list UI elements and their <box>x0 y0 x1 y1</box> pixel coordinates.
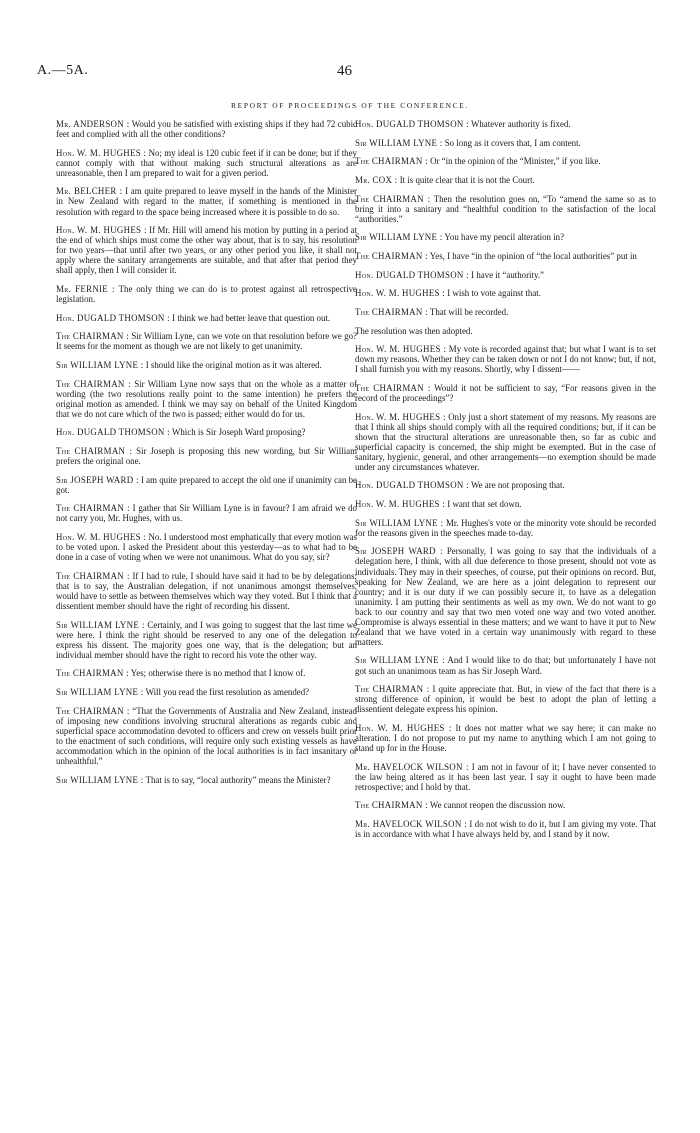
speech-paragraph <box>56 620 357 660</box>
speech-paragraph <box>56 775 357 785</box>
speech-paragraph <box>355 175 656 185</box>
page-number: 46 <box>337 63 352 79</box>
speaker-name: Hon. W. M. HUGHES : <box>355 499 446 510</box>
speaker-name: Sir WILLIAM LYNE : <box>56 619 145 630</box>
speech-text: Whatever authority is fixed. <box>470 119 571 129</box>
speech-paragraph <box>355 251 656 261</box>
speech-text: I have it “authority.” <box>471 269 544 280</box>
speaker-name: The CHAIRMAN : <box>56 378 131 389</box>
speech-paragraph <box>56 379 357 419</box>
speaker-name: Mr. HAVELOCK WILSON : <box>355 761 469 772</box>
speaker-name: Hon. W. M. HUGHES : <box>355 344 447 355</box>
left-column <box>56 119 357 793</box>
speaker-name: Hon. W. M. HUGHES : <box>355 288 446 299</box>
speech-paragraph <box>355 819 656 839</box>
speaker-name: Hon. W. M. HUGHES : <box>355 722 452 733</box>
speech-paragraph <box>355 684 656 714</box>
speech-paragraph <box>355 138 656 148</box>
speech-paragraph <box>56 313 357 323</box>
speech-paragraph <box>56 148 357 178</box>
speech-paragraph <box>56 119 357 139</box>
speech-text: The resolution was then adopted. <box>355 325 473 336</box>
speech-paragraph <box>355 270 656 280</box>
speaker-name: Sir WILLIAM LYNE : <box>355 655 445 666</box>
speaker-name: The CHAIRMAN : <box>56 668 129 679</box>
speech-text: Sir Joseph is proposing this new wording, but Sir William prefers the original one. <box>56 446 358 467</box>
speaker-name: Hon. W. M. HUGHES : <box>355 411 446 422</box>
speaker-name: The CHAIRMAN : <box>355 306 428 317</box>
speaker-name: Sir WILLIAM LYNE : <box>355 137 443 148</box>
speaker-name: Sir WILLIAM LYNE : <box>56 687 144 698</box>
speech-paragraph <box>56 427 357 437</box>
speech-text: And I would like to do that; but unfortunately I have not got such an unanimous team as has Sir Joseph Ward. <box>355 655 656 676</box>
speech-paragraph <box>56 668 357 678</box>
document-reference: A.—5A. <box>37 63 89 78</box>
speaker-name: The CHAIRMAN : <box>56 331 130 342</box>
speech-paragraph <box>355 518 656 538</box>
speech-paragraph <box>355 156 656 166</box>
speech-paragraph <box>355 762 656 792</box>
speech-paragraph <box>56 706 357 766</box>
speaker-name: Sir WILLIAM LYNE : <box>56 774 144 785</box>
speech-text: I gather that Sir William Lyne is in favour? I am afraid we do not carry you, Mr. Hughes, with us. <box>56 503 357 524</box>
speaker-name: Hon. DUGALD THOMSON : <box>355 269 469 280</box>
speaker-name: Sir WILLIAM LYNE : <box>355 232 443 243</box>
speech-text: Certainly, and I was going to suggest that the last time we were here. I think the right should be reserved to any one of the delegation to express his dissent. The majority goes one way, that is the delegation; but an individual member should have the right to record his vote the other way. <box>56 619 357 660</box>
speech-text: “That the Governments of Australia and New Zealand, instead of imposing new conditions involving structural alterations as regards cubic and superficial space accommodation devoted to officers and crew on vessels built prior to the enactment of such conditions, will require only such existing vessels as have accommodation which in the opinion of the local authorities is in fact insanitary or unhealthful.” <box>56 705 357 766</box>
speech-paragraph <box>355 412 656 472</box>
speech-text: Personally, I was going to say that the individuals of a delegation here, I think, with all due deference to those present, should not vote as individuals. They may in their speeches, of course, put their opinions on record. But, speaking for New Zealand, we are here as a joint delegation to represent our country; and it is our duty if we can possibly secure it, to have as a delegation unanimity. I am putting their sentiments as well as my own. We do not want to go back to our country and say that two men voted one way and two voted another. Compromise is always essential in these matters; and we want to have it put to New Zealand that we have voted in a certain way unanimously with regard to these matters. <box>355 546 657 647</box>
speaker-name: The CHAIRMAN : <box>56 570 130 581</box>
speech-text: I quite appreciate that. But, in view of the fact that there is a strong difference of opinion, it would be best to adopt the plan of letting a dissentient delegate express his opinion. <box>355 684 656 715</box>
speaker-name: Hon. DUGALD THOMSON : <box>355 119 469 129</box>
speech-text: Sir William Lyne, can we vote on that resolution before we go? It seems for the moment as though we are not likely to get unanimity. <box>56 331 357 352</box>
speech-paragraph <box>355 383 656 403</box>
speech-paragraph <box>56 284 357 304</box>
speech-text: It does not matter what we say here; it can make no alteration. I do not propose to put my name to anything which I am not going to stand up for in the House. <box>355 722 657 753</box>
speech-paragraph <box>355 655 656 675</box>
speaker-name: Hon. DUGALD THOMSON : <box>56 312 170 323</box>
speech-text: I am not in favour of it; I have never consented to the law being altered as it has been last year. I say it ought to have been made retrospective; and I hold by that. <box>355 761 656 792</box>
speech-paragraph <box>56 503 357 523</box>
speech-text: Sir William Lyne now says that on the whole as a matter of wording (the two resolutions really point to the same intention) he prefers the original motion as amended. I think we may say on behalf of the United Kingdom that we do not care which of the two is passed; either would do for us. <box>56 378 357 419</box>
speaker-name: Sir WILLIAM LYNE : <box>56 360 144 370</box>
speech-text: Would it not be sufficient to say, “For reasons given in the record of the proceedings”? <box>355 382 656 403</box>
right-column <box>355 119 656 848</box>
speech-paragraph <box>355 723 656 753</box>
speech-text: It is quite clear that it is not the Court. <box>399 174 535 185</box>
speaker-name: The CHAIRMAN : <box>56 503 130 514</box>
speaker-name: Hon. DUGALD THOMSON : <box>355 480 469 491</box>
speech-paragraph <box>355 480 656 490</box>
speaker-name: The CHAIRMAN : <box>355 250 428 261</box>
speaker-name: The CHAIRMAN : <box>355 382 431 393</box>
speech-text: You have my pencil alteration in? <box>444 232 565 243</box>
speech-paragraph <box>355 194 656 224</box>
speech-text: If I had to rule, I should have said it had to be by delegations; that is to say, the Australian delegation, if not unanimous amongst themselves, would have to settle as between themselves which way they voted. But I think that a dissentient member should have the right of recording his dissent. <box>56 570 357 611</box>
speech-text: Then the resolution goes on, “To “amend the same so as to bring it into a sanitary and “healthful condition to the satisfaction of the local “authorities.” <box>355 193 656 224</box>
speech-text: That will be recorded. <box>429 306 509 317</box>
speech-paragraph <box>56 186 357 216</box>
speech-text: Which is Sir Joseph Ward proposing? <box>171 427 306 438</box>
speech-text: If Mr. Hill will amend his motion by putting in a period at the end of which ships must come the other way about, that is to say, his resolution for two years—that until after two years, or any other period you like, it shall not apply where the sanitary arrangements are suitable, and that after that period they shall apply, then I will consider it. <box>56 225 358 276</box>
speech-paragraph <box>355 232 656 242</box>
speech-text: My vote is recorded against that; but what I want is to set down my reasons. Whether they can be taken down or not I do not know; but, if not, I shall furnish you with my reasons. Shortly, why I dissent—— <box>355 344 657 375</box>
speech-paragraph <box>355 499 656 509</box>
running-title: REPORT OF PROCEEDINGS OF THE CONFERENCE. <box>231 101 469 110</box>
speaker-name: Mr. BELCHER : <box>56 186 123 197</box>
speech-paragraph <box>56 446 357 466</box>
speech-paragraph <box>355 119 656 129</box>
speech-text: Yes; otherwise there is no method that I know of. <box>130 668 306 679</box>
speech-paragraph <box>56 532 357 562</box>
speaker-name: Hon. W. M. HUGHES : <box>56 147 147 158</box>
speaker-name: Hon. DUGALD THOMSON : <box>56 427 170 438</box>
speech-paragraph <box>355 307 656 317</box>
speaker-name: Hon. W. M. HUGHES : <box>56 532 147 543</box>
speech-text: Or “in the opinion of the “Minister,” if you like. <box>430 156 601 167</box>
speaker-name: Mr. FERNIE : <box>56 283 115 294</box>
speech-text: I am quite prepared to accept the old one if unanimity can be got. <box>56 474 357 495</box>
speaker-name: The CHAIRMAN : <box>355 800 428 811</box>
speech-text: I think we had better leave that question out. <box>172 312 331 323</box>
speech-paragraph <box>355 288 656 298</box>
speaker-name: The CHAIRMAN : <box>56 446 133 457</box>
speaker-name: Sir WILLIAM LYNE : <box>355 517 444 528</box>
speaker-name: Mr. ANDERSON : <box>56 119 130 129</box>
speech-text: Would you be satisfied with existing ships if they had 72 cubic feet and complied with all the other conditions? <box>56 119 357 140</box>
speech-paragraph <box>355 326 656 336</box>
speech-text: We are not proposing that. <box>470 480 565 491</box>
speech-text: Will you read the first resolution as amended? <box>145 687 310 698</box>
speech-text: We cannot reopen the discussion now. <box>429 800 566 811</box>
speech-paragraph <box>56 360 357 370</box>
speaker-name: The CHAIRMAN : <box>355 156 428 167</box>
speech-text: I wish to vote against that. <box>447 288 541 299</box>
speaker-name: Mr. HAVELOCK WILSON : <box>355 819 468 829</box>
speaker-name: The CHAIRMAN : <box>355 684 430 695</box>
speech-paragraph <box>355 344 656 374</box>
speech-text: I am quite prepared to leave myself in the hands of the Minister in New Zealand with regard to the matter, if something is mentioned in the resolution with regard to the space being increased where it is possible to do so. <box>56 186 357 217</box>
speech-text: I do not wish to do it, but I am giving my vote. That is in accordance with what I have always held by, and I stand by it now. <box>355 819 656 840</box>
speech-text: No; my ideal is 120 cubic feet if it can be done; but if they cannot comply with that without making such structural alterations as are unreasonable, then I am prepared to wait for a given period. <box>56 147 357 178</box>
speech-paragraph <box>56 225 357 275</box>
speech-paragraph <box>355 800 656 810</box>
speech-text: Only just a short statement of my reasons. My reasons are that I think all ships should comply with all the required conditions; but, if it can be shown that the structural alterations are unreasonable then, so far as cubic and superficial capacity is concerned, the ship might be exempted. But in the case of sanitary, hygienic, general, and other arrangements—no exemption should be made under any circumstances whatever. <box>355 411 657 472</box>
speaker-name: Sir JOSEPH WARD : <box>355 546 443 557</box>
speaker-name: The CHAIRMAN : <box>355 193 431 204</box>
speech-paragraph <box>56 571 357 611</box>
speech-text: Mr. Hughes's vote or the minority vote should be recorded for the reasons given in the speeches made to-day. <box>355 517 657 538</box>
speech-text: The only thing we can do is to protest against all retrospective legislation. <box>56 283 357 305</box>
speech-text: I should like the original motion as it was altered. <box>145 360 322 370</box>
speech-text: No. I understood most emphatically that every motion was to be voted upon. I asked the President about this yesterday—as to what had to be done in a case of voting when we were not unanimous. What do you say, sir? <box>56 532 358 563</box>
speech-text: I want that set down. <box>447 499 522 510</box>
speech-text: That is to say, “local authority” means the Minister? <box>145 774 331 785</box>
speech-paragraph <box>56 331 357 351</box>
speaker-name: Mr. COX : <box>355 174 398 185</box>
speech-text: Yes, I have “in the opinion of “the local authorities” put in <box>429 250 637 261</box>
speech-paragraph <box>56 475 357 495</box>
speaker-name: The CHAIRMAN : <box>56 705 130 716</box>
speech-text: So long as it covers that, I am content. <box>444 137 581 148</box>
speech-paragraph <box>355 546 656 646</box>
speech-paragraph <box>56 687 357 697</box>
speaker-name: Hon. W. M. HUGHES : <box>56 225 147 236</box>
speaker-name: Sir JOSEPH WARD : <box>56 474 139 485</box>
